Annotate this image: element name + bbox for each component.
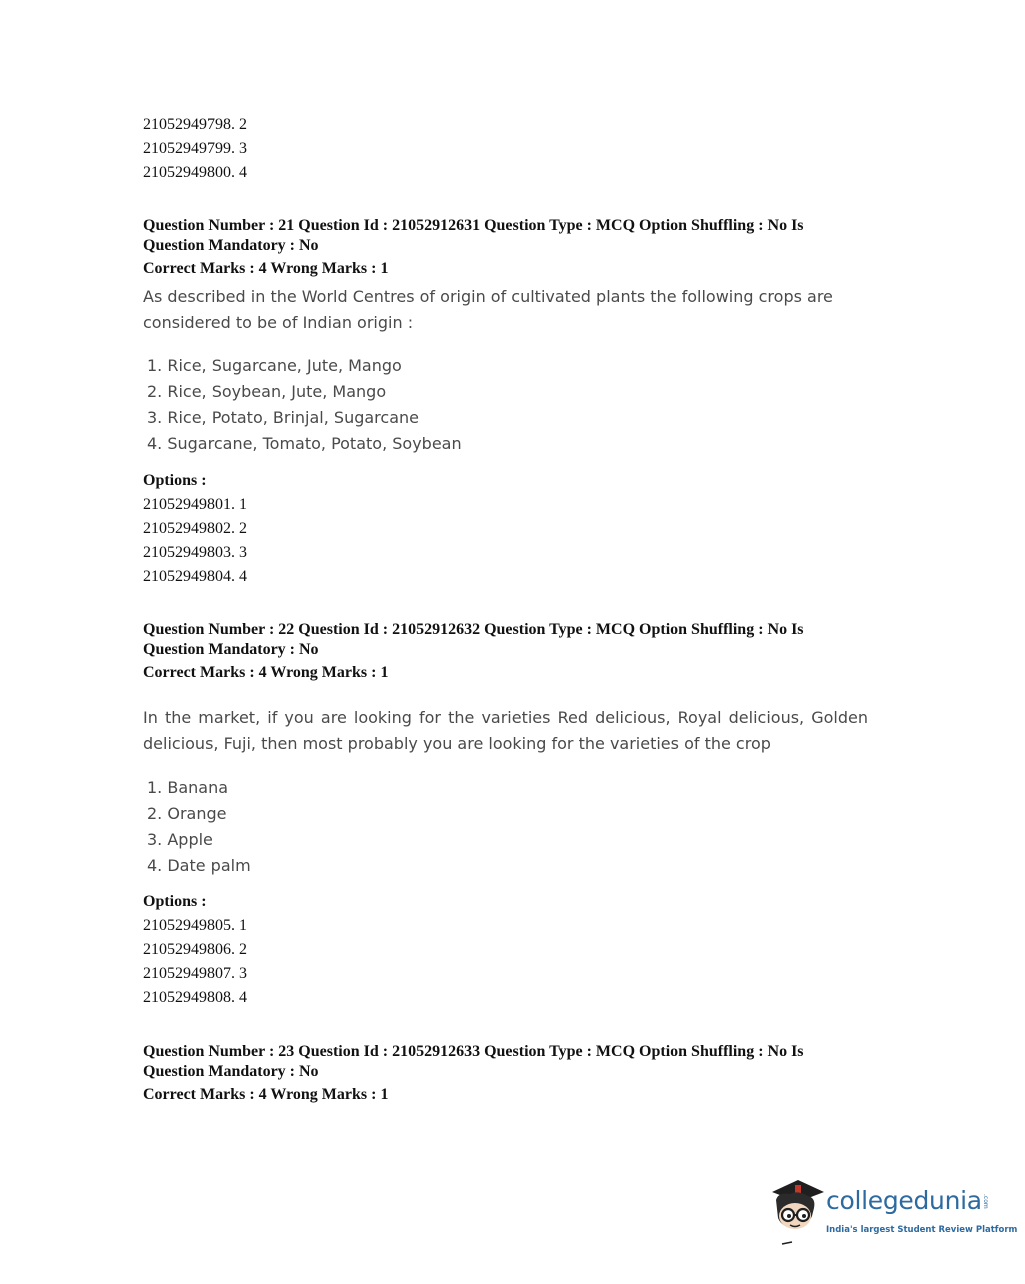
question-21-header [143, 216, 873, 256]
question-text-line: delicious, Fuji, then most probably you are looking for the varieties of the crop [143, 734, 771, 753]
question-23-marks: Correct Marks : 4 Wrong Marks : 1 [143, 1086, 389, 1103]
student-mascot-icon [768, 1178, 826, 1248]
choice-item: 4. Sugarcane, Tomato, Potato, Soybean [147, 434, 462, 453]
logo-wordmark: collegedunia [826, 1186, 982, 1215]
option-line: 21052949804. 4 [143, 568, 247, 585]
question-meta-cont: Question Mandatory : No [143, 641, 319, 658]
question-meta-cont: Question Mandatory : No [143, 237, 319, 254]
question-21-text [143, 284, 833, 336]
choice-item: 2. Rice, Soybean, Jute, Mango [147, 382, 387, 401]
previous-options [143, 113, 247, 185]
option-line: 21052949800. 4 [143, 164, 247, 181]
question-text-line: In the market, if you are looking for the varieties Red delicious, Royal delicious, Golden [143, 708, 868, 727]
choice-item: 1. Banana [147, 778, 229, 797]
option-line: 21052949801. 1 [143, 496, 247, 513]
question-23-header [143, 1042, 873, 1082]
choice-item: 1. Rice, Sugarcane, Jute, Mango [147, 356, 402, 375]
options-label: Options : [143, 472, 207, 489]
option-line: 21052949798. 2 [143, 116, 247, 133]
question-text-line: considered to be of Indian origin : [143, 313, 414, 332]
question-22-text [143, 705, 868, 757]
option-line: 21052949806. 2 [143, 941, 247, 958]
question-22-marks: Correct Marks : 4 Wrong Marks : 1 [143, 664, 389, 681]
option-line: 21052949805. 1 [143, 917, 247, 934]
option-line: 21052949799. 3 [143, 140, 247, 157]
question-22-choices [147, 775, 251, 879]
question-22-options [143, 890, 247, 1010]
collegedunia-logo [768, 1178, 1018, 1248]
question-21-marks: Correct Marks : 4 Wrong Marks : 1 [143, 260, 389, 277]
option-line: 21052949808. 4 [143, 989, 247, 1006]
option-line: 21052949802. 2 [143, 520, 247, 537]
question-21-options [143, 469, 247, 589]
option-line: 21052949803. 3 [143, 544, 247, 561]
question-22-header [143, 620, 873, 660]
question-meta: Question Number : 23 Question Id : 21052912633 Question Type : MCQ Option Shuffling : No Is [143, 1043, 804, 1060]
choice-item: 3. Rice, Potato, Brinjal, Sugarcane [147, 408, 419, 427]
logo-tagline: India's largest Student Review Platform [826, 1225, 1018, 1235]
question-21-choices [147, 353, 462, 457]
question-meta: Question Number : 21 Question Id : 21052912631 Question Type : MCQ Option Shuffling : No Is [143, 217, 804, 234]
logo-suffix: .com [982, 1194, 989, 1209]
option-line: 21052949807. 3 [143, 965, 247, 982]
question-text-line: As described in the World Centres of origin of cultivated plants the following crops are [143, 287, 833, 306]
choice-item: 4. Date palm [147, 856, 251, 875]
question-meta-cont: Question Mandatory : No [143, 1063, 319, 1080]
question-meta: Question Number : 22 Question Id : 21052912632 Question Type : MCQ Option Shuffling : No Is [143, 621, 804, 638]
choice-item: 3. Apple [147, 830, 213, 849]
choice-item: 2. Orange [147, 804, 227, 823]
options-label: Options : [143, 893, 207, 910]
